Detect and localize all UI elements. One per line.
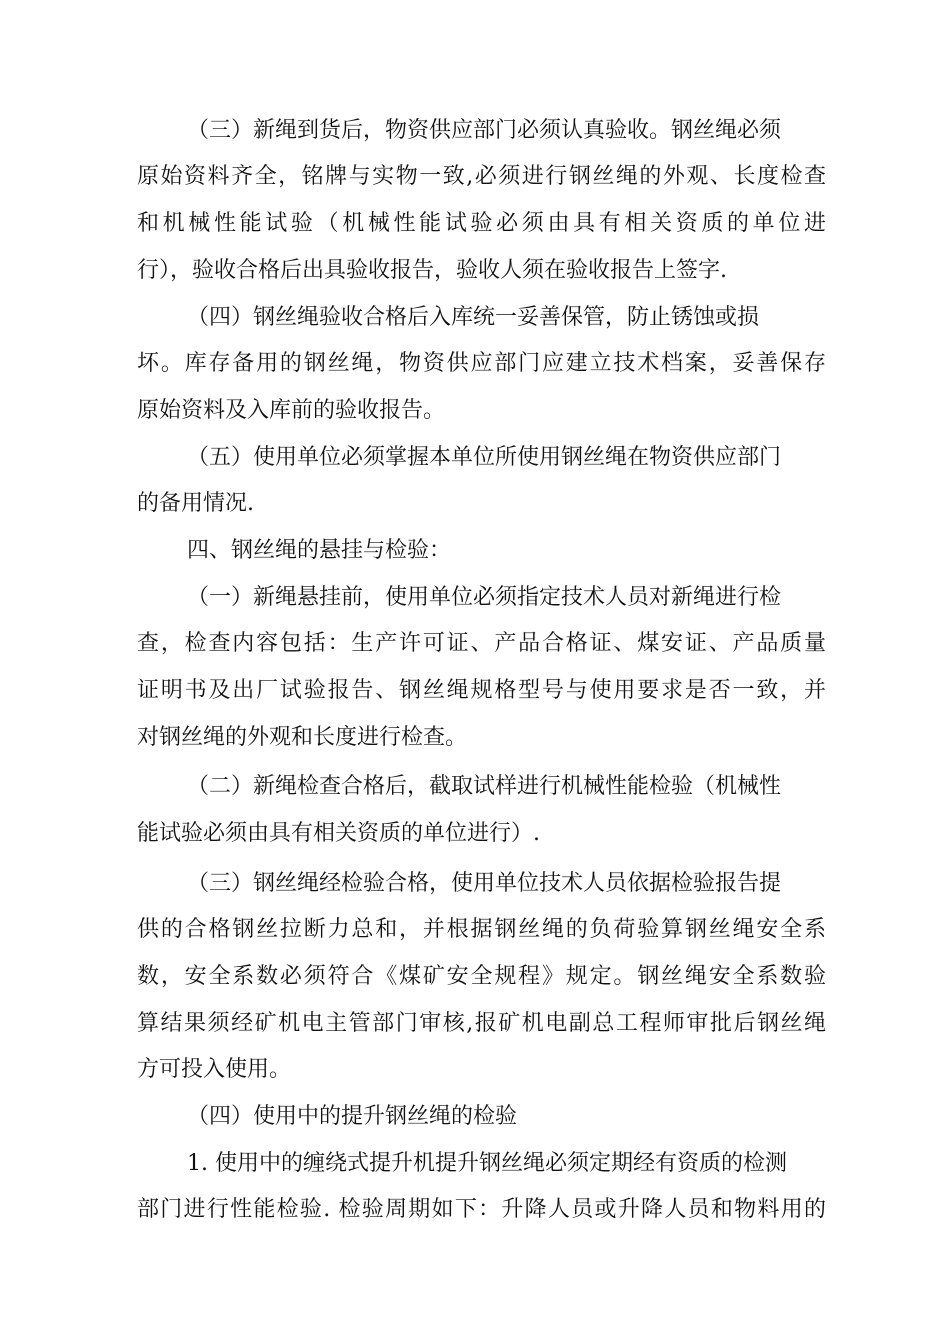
paragraph-line: 算结果须经矿机电主管部门审核,报矿机电副总工程师审批后钢丝绳 <box>137 1011 826 1036</box>
paragraph-line: 数，安全系数必须符合《煤矿安全规程》规定。钢丝绳安全系数验 <box>137 964 826 989</box>
paragraph-line: （二）新绳检查合格后，截取试样进行机械性能检验（机械性 <box>187 774 782 799</box>
paragraph-line: 原始资料齐全，铭牌与实物一致,必须进行钢丝绳的外观、长度检查 <box>137 164 826 189</box>
paragraph-line: 查，检查内容包括：生产许可证、产品合格证、煤安证、产品质量 <box>137 631 826 656</box>
paragraph-line: 行），验收合格后出具验收报告，验收人须在验收报告上签字. <box>137 258 727 283</box>
section-heading: 四、钢丝绳的悬挂与检验： <box>187 538 452 563</box>
paragraph-line: 证明书及出厂试验报告、钢丝绳规格型号与使用要求是否一致，并 <box>137 678 826 703</box>
paragraph-line: 坏。库存备用的钢丝绳，物资供应部门应建立技术档案，妥善保存 <box>137 351 826 376</box>
subsection-heading: （四）使用中的提升钢丝绳的检验 <box>187 1104 518 1129</box>
paragraph-line: （五）使用单位必须掌握本单位所使用钢丝绳在物资供应部门 <box>187 445 782 470</box>
paragraph-line: （三）钢丝绳经检验合格，使用单位技术人员依据检验报告提 <box>187 871 782 896</box>
paragraph-line: （一）新绳悬挂前，使用单位必须指定技术人员对新绳进行检 <box>187 585 782 610</box>
paragraph-line: 部门进行性能检验. 检验周期如下：升降人员或升降人员和物料用的 <box>137 1197 826 1222</box>
paragraph-line: 1. 使用中的缠绕式提升机提升钢丝绳必须定期经有资质的检测 <box>187 1151 787 1176</box>
paragraph-line: 对钢丝绳的外观和长度进行检查。 <box>137 725 468 750</box>
paragraph-line: 能试验必须由具有相关资质的单位进行）. <box>137 821 540 846</box>
paragraph-line: 和机械性能试验（机械性能试验必须由具有相关资质的单位进 <box>137 211 826 236</box>
paragraph-line: 原始资料及入库前的验收报告。 <box>137 398 446 423</box>
paragraph-line: 方可投入使用。 <box>137 1057 292 1082</box>
paragraph-line: 的备用情况. <box>137 491 254 516</box>
paragraph-line: 供的合格钢丝拉断力总和，并根据钢丝绳的负荷验算钢丝绳安全系 <box>137 917 826 942</box>
paragraph-line: （三）新绳到货后，物资供应部门必须认真验收。钢丝绳必须 <box>187 118 782 143</box>
paragraph-line: （四）钢丝绳验收合格后入库统一妥善保管，防止锈蚀或损 <box>187 305 760 330</box>
